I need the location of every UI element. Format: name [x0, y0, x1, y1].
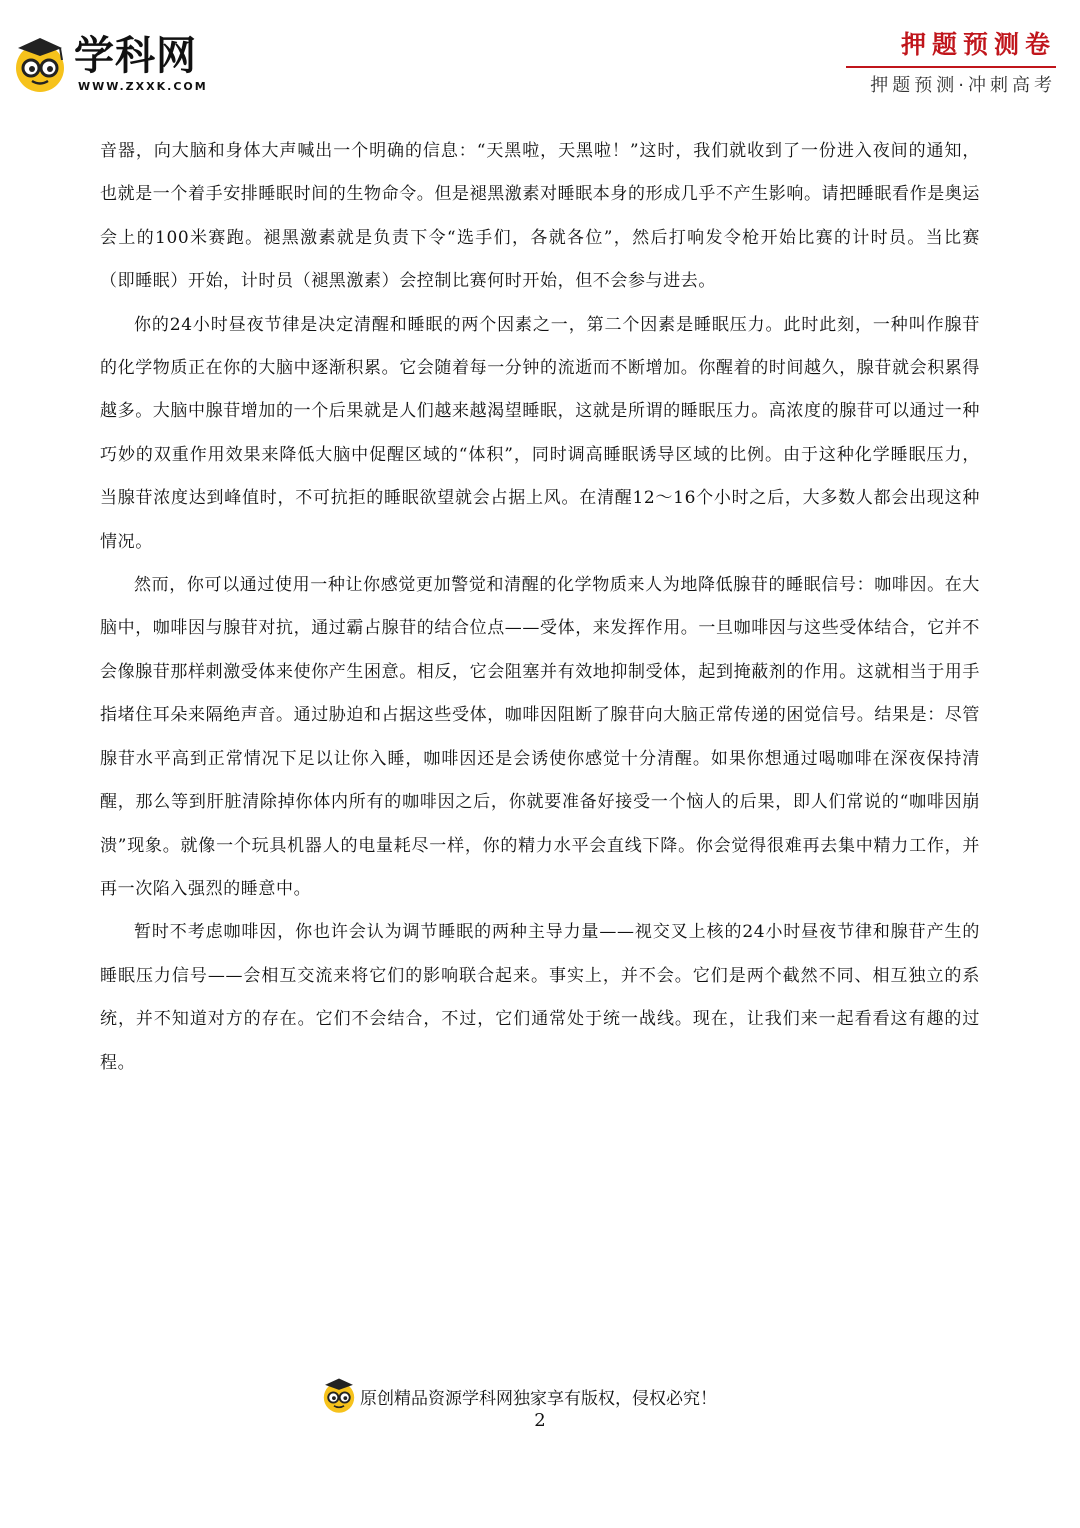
brand-title: 押题预测卷 — [900, 30, 1056, 59]
logo-text: 学科网 — [74, 33, 197, 79]
mascot-icon — [320, 1376, 358, 1414]
page-header — [0, 0, 1080, 110]
logo-url: WWW.ZXXK.COM — [78, 80, 208, 93]
paragraph-1: 音器，向大脑和身体大声喊出一个明确的信息：“天黑啦，天黑啦！”这时，我们就收到了一份进入夜间的通知，也就是一个着手安排睡眠时间的生物命令。但是褪黑激素对睡眠本身的形成几乎不产生影响。请把睡眠看作是奥运会上的100米赛跑。褪黑激素就是负责下令“选手们，各就各位”，然后打响发令枪开始比赛的计时员。当比赛（即睡眠）开始，计时员（褪黑激素）会控制比赛何时开始，但不会参与进去。 — [100, 141, 980, 292]
paragraph-2: 你的24小时昼夜节律是决定清醒和睡眠的两个因素之一，第二个因素是睡眠压力。此时此刻，一种叫作腺苷的化学物质正在你的大脑中逐渐积累。它会随着每一分钟的流逝而不断增加。你醒着的时间越久，腺苷就会积累得越多。大脑中腺苷增加的一个后果就是人们越来越渴望睡眠，这就是所谓的睡眠压力。高浓度的腺苷可以通过一种巧妙的双重作用效果来降低大脑中促醒区域的“体积”，同时调高睡眠诱导区域的比例。由于这种化学睡眠压力，当腺苷浓度达到峰值时，不可抗拒的睡眠欲望就会占据上风。在清醒12～16个小时之后，大多数人都会出现这种情况。 — [100, 314, 980, 552]
brand-block — [836, 28, 1056, 98]
brand-divider — [846, 66, 1056, 68]
page-number: 2 — [534, 1410, 546, 1431]
article-body — [100, 130, 980, 1085]
brand-subtitle: 押题预测·冲刺高考 — [870, 75, 1056, 96]
zxxk-logo[interactable] — [10, 30, 220, 100]
paragraph-3: 然而，你可以通过使用一种让你感觉更加警觉和清醒的化学物质来人为地降低腺苷的睡眠信号：咖啡因。在大脑中，咖啡因与腺苷对抗，通过霸占腺苷的结合位点——受体，来发挥作用。一旦咖啡因与这些受体结合，它并不会像腺苷那样刺激受体来使你产生困意。相反，它会阻塞并有效地抑制受体，起到掩蔽剂的作用。这就相当于用手指堵住耳朵来隔绝声音。通过胁迫和占据这些受体，咖啡因阻断了腺苷向大脑正常传递的困觉信号。结果是：尽管腺苷水平高到正常情况下足以让你入睡，咖啡因还是会诱使你感觉十分清醒。如果你想通过喝咖啡在深夜保持清醒，那么等到肝脏清除掉你体内所有的咖啡因之后，你就要准备好接受一个恼人的后果，即人们常说的“咖啡因崩溃”现象。就像一个玩具机器人的电量耗尽一样，你的精力水平会直线下降。你会觉得很难再去集中精力工作，并再一次陷入强烈的睡意中。 — [100, 575, 980, 899]
paragraph-4: 暂时不考虑咖啡因，你也许会认为调节睡眠的两种主导力量——视交叉上核的24小时昼夜节律和腺苷产生的睡眠压力信号——会相互交流来将它们的影响联合起来。事实上，并不会。它们是两个截然不同、相互独立的系统，并不知道对方的存在。它们不会结合，不过，它们通常处于统一战线。现在，让我们来一起看看这有趣的过程。 — [100, 922, 980, 1073]
copyright-text: 原创精品资源学科网独家享有版权，侵权必究！ — [360, 1389, 717, 1409]
mascot-icon — [10, 34, 70, 94]
